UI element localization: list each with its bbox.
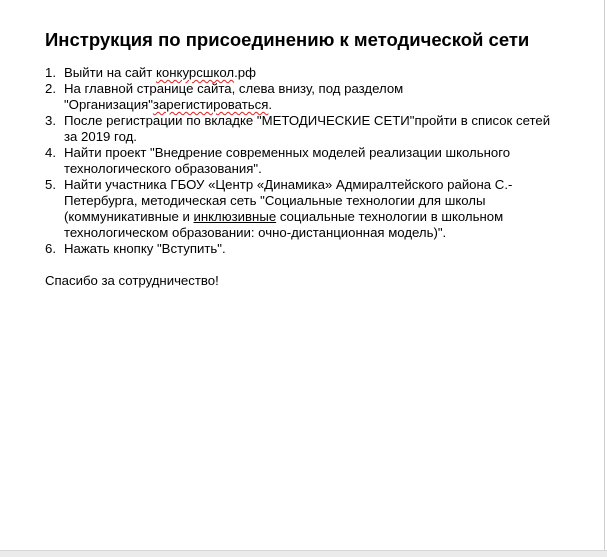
step-text: социальные технологии в школьном технологическом образовании: очно-дистанционная модель)". xyxy=(64,209,504,240)
list-number: 5. xyxy=(45,177,56,192)
step-text: Найти участника ГБОУ «Центр «Динамика» Адмиралтейского района С.-Петербурга, методическая сеть "Социальные технологии для школы (коммуникативные и xyxy=(64,177,513,224)
list-number: 2. xyxy=(45,81,56,96)
document-title: Инструкция по присоединению к методической сети xyxy=(45,29,530,50)
list-number: 1. xyxy=(45,65,56,80)
list-number: 4. xyxy=(45,145,56,160)
list-number: 3. xyxy=(45,113,56,128)
step-text: После регистрации по вкладке "МЕТОДИЧЕСКИЕ СЕТИ"пройти в список сетей за 2019 год. xyxy=(64,113,551,144)
register-word: зарегистироваться xyxy=(152,97,269,112)
list-item xyxy=(45,241,565,257)
step-text: Выйти на сайт xyxy=(64,65,156,80)
site-name-word: конкурсшкол xyxy=(156,65,235,80)
step-text: На главной странице сайта, слева внизу, под разделом "Организация" xyxy=(64,81,404,112)
list-item xyxy=(45,145,565,177)
step-text: .рф xyxy=(234,65,256,80)
list-number: 6. xyxy=(45,241,56,256)
list-item xyxy=(45,65,565,81)
list-item xyxy=(45,113,565,145)
list-item xyxy=(45,177,565,241)
document-body xyxy=(45,28,565,289)
step-text: Нажать кнопку "Вступить". xyxy=(64,241,226,256)
inclusive-word: инклюзивные xyxy=(193,209,277,224)
instruction-list xyxy=(45,65,565,257)
closing-text: Спасибо за сотрудничество! xyxy=(45,273,219,288)
step-text: . xyxy=(268,97,273,112)
step-text: Найти проект "Внедрение современных моделей реализации школьного технологического образования". xyxy=(64,145,511,176)
list-item xyxy=(45,81,565,113)
